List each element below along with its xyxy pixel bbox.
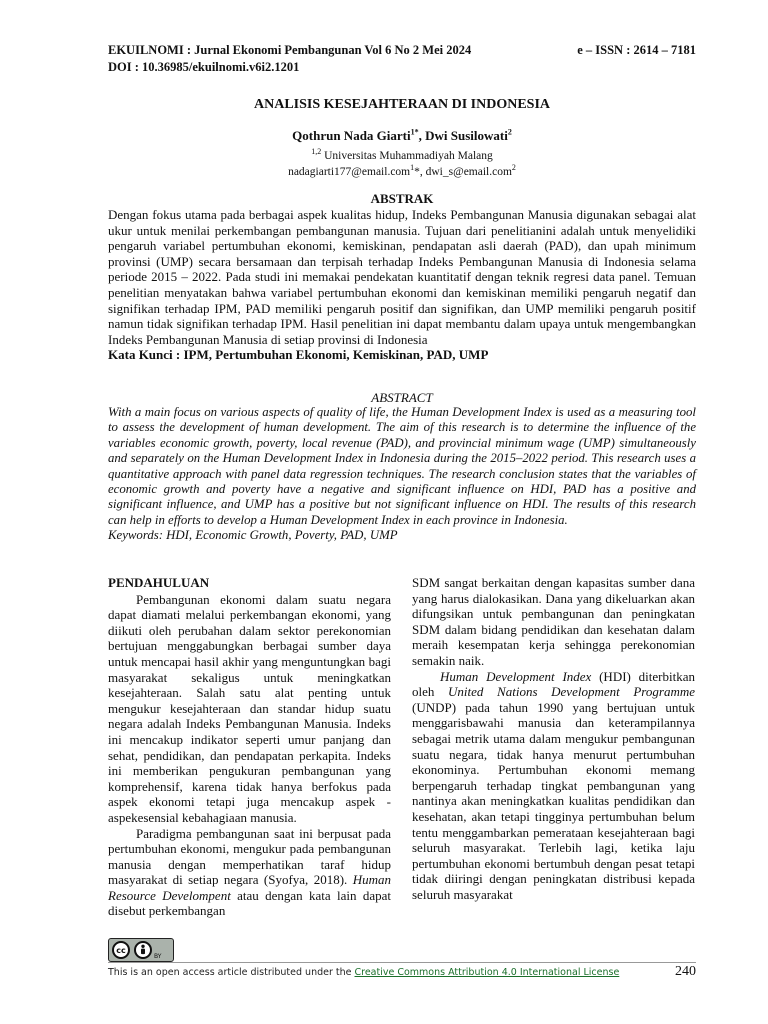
author-1: Qothrun Nada Giarti (292, 128, 411, 143)
author-1-sup: 1* (410, 127, 419, 137)
affiliation-line (108, 148, 696, 164)
license-prefix: This is an open access article distributed under the (108, 967, 355, 978)
journal-issn: e – ISSN : 2614 – 7181 (577, 43, 696, 57)
journal-header (108, 42, 696, 76)
page-footer (108, 938, 696, 979)
author-2: Dwi Susilowati (425, 128, 508, 143)
affiliation-name: Universitas Muhammadiyah Malang (321, 150, 493, 162)
paragraph-italic: Human Resource Develompent (108, 872, 391, 903)
body-column-right (412, 575, 695, 902)
abstract-section (108, 405, 696, 544)
abstrak-body: Dengan fokus utama pada berbagai aspek kualitas hidup, Indeks Pembangunan Manusia digunakan sebagai alat ukur untuk menilai perkembangan pembangunan manusia. Tujuan dari penelitianini adalah untuk menyelidiki pengaruh variabel pertumbuhan ekonomi, kemiskinan, pendapatan asli daerah (PAD), dan upah minimum provinsi (UMP) secara bersamaan dan terpisah terhadap Indeks Pembangunan Manusia di Indonesia selama periode 2015 – 2022. Pada studi ini memakai pendekatan kuantitatif dengan teknik regresi data panel. Temuan penelitian menyatakan bahwa variabel pertumbuhan ekonomi dan kemiskinan memiliki pengaruh negatif dan signifikan terhadap IPM, PAD memiliki pengaruh positif dan signifikan, dan UMP memiliki pengaruh positif namun tidak signifikan terhadap IPM. Hasil penelitian ini dapat membantu dalam upaya untuk mengembangkan Indeks Pembangunan Manusia di setiap provinsi di Indonesia (108, 207, 696, 347)
author-sep: , (418, 128, 426, 143)
email-1-sup: 1 (410, 163, 415, 173)
by-label: BY (154, 952, 162, 960)
paragraph-text: atau dengan kata lain dapat disebut perkembangan (108, 887, 391, 919)
cc-by-badge[interactable] (108, 938, 174, 962)
email-2-sup: 2 (511, 163, 516, 173)
abstrak-section (108, 207, 696, 363)
abstract-heading: ABSTRACT (371, 390, 433, 405)
author-2-sup: 2 (507, 127, 512, 137)
paper-title: ANALISIS KESEJAHTERAAN DI INDONESIA (253, 97, 551, 112)
attribution-person-icon (134, 941, 152, 959)
email-line (108, 164, 696, 180)
license-text (108, 967, 619, 978)
paragraph-italic: Human Development Index (440, 668, 592, 684)
paragraph: SDM sangat berkaitan dengan kapasitas sumber dana yang harus dialokasikan. Dana yang dikeluarkan akan difungsikan untuk pembangunan dan peningkatan SDM dalam bidang pendidikan dan kesehatan dalam meraih kesempatan kerja sehingga perekonomian semakin naik. (412, 575, 695, 668)
paragraph (412, 669, 695, 903)
email-mid[interactable]: *, dwi_s@email.com (414, 166, 512, 178)
page-number: 240 (675, 964, 696, 979)
abstrak-heading: ABSTRAK (370, 191, 434, 206)
journal-doi: DOI : 10.36985/ekuilnomi.v6i2.1201 (108, 60, 300, 74)
kata-kunci: Kata Kunci : IPM, Pertumbuhan Ekonomi, Kemiskinan, PAD, UMP (108, 347, 489, 363)
footer-divider (108, 962, 696, 963)
affiliation-sup: 1,2 (311, 147, 322, 157)
paragraph-text: (HDI) diterbitkan oleh (412, 668, 695, 700)
paragraph (108, 826, 391, 920)
abstract-body: With a main focus on various aspects of quality of life, the Human Development Index is used as a measuring tool to assess the development of human development. The aim of this research is to determine the influence of the variables economic growth, poverty, local revenue (PAD), and provincial minimum wage (UMP) simultaneously and separately on the Human Development Index in Indonesia during the 2015–2022 period. This research uses a quantitative approach with panel data regression techniques. The research conclusion states that the variables of economic growth and poverty have a negative and significant influence on HDI, PAD has a positive and significant influence, and UMP has a positive but not significant influence on HDI. The results of this research can help in efforts to develop a Human Development Index in each province in Indonesia. (108, 405, 696, 527)
affiliation-block (108, 148, 696, 180)
license-link[interactable]: Creative Commons Attribution 4.0 International License (354, 967, 620, 978)
section-heading-pendahuluan: PENDAHULUAN (108, 575, 210, 590)
paragraph-text: (UNDP) pada tahun 1990 yang bertujuan untuk menggarisbawahi manusia dan keterampilannya sebagai metrik utama dalam mengukur pembangunan suatu negara, tidak hanya menurut pertumbuhan ekonominya. Pertumbuhan ekonomi memang berpengaruh terhadap tingkat pembangunan yang nantinya akan meningkatkan kualitas pendidikan dan kesehatan, akan tetapi tingginya pertumbuhan belum tentu menggambarkan pemerataan kesejahteraan bagi seluruh masyarakat. Terlebih lagi, ketika laju pertumbuhan ekonomi bertumbuh dengan pesat tetapi tidak diiringi dengan peningkatan distribusi kepada seluruh masyarakat (412, 699, 695, 902)
cc-icon: cc (112, 941, 130, 959)
paragraph-text: Paradigma pembangunan saat ini berpusat pada pertumbuhan ekonomi, mengukur pada pembangunan manusia dengan memperhatikan taraf hidup masyarakat di setiap negara (Syofya, 2018). (108, 825, 391, 888)
abstract-keywords: Keywords: HDI, Economic Growth, Poverty, PAD, UMP (108, 528, 398, 543)
body-column-left (108, 575, 391, 919)
authors-line (108, 128, 696, 144)
paragraph-italic: United Nations Development Programme (448, 684, 695, 700)
email-1[interactable]: nadagiarti177@email.com (288, 166, 411, 178)
paragraph: Pembangunan ekonomi dalam suatu negara dapat diamati melalui perkembangan ekonomi, yang diikuti oleh perubahan dalam sektor perekonomian bertujuan menggabungkan berbagai sumber daya untuk mencapai hasil akhir yang menguntungkan bagi masyarakat sekaligus untuk meningkatkan kesejahteraan. Salah satu alat penting untuk mengukur kesejahteraan dan standar hidup suatu negara adalah Indeks Pembangunan Manusia. Indeks ini mencakup indikator seperti umur panjang dan sehat, pendidikan, dan pendapatan perkapita. Indeks ini memberikan pengukuran pembangunan yang komprehensif, karena tidak hanya berfokus pada aspek ekonomi tetapi juga mencakup aspek - aspekesensial kebahagiaan manusia. (108, 591, 391, 825)
journal-name: EKUILNOMI : Jurnal Ekonomi Pembangunan Vol 6 No 2 Mei 2024 (108, 43, 472, 57)
